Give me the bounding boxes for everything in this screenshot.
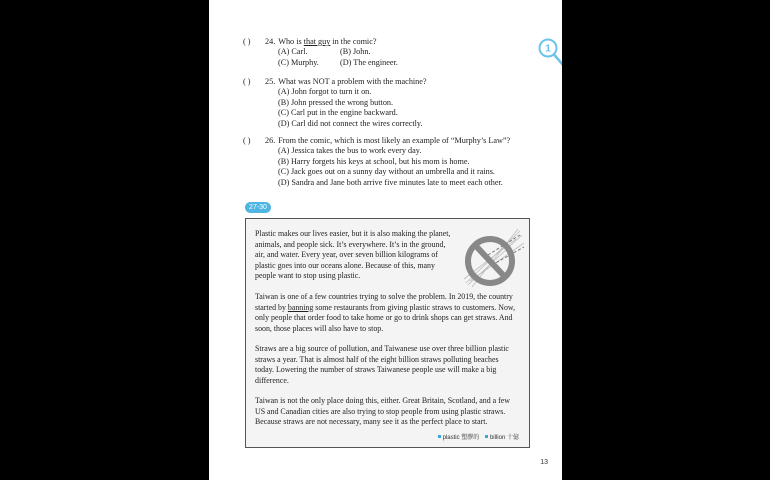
question-number: 24. [265,37,276,46]
option-a: (A) Carl. [278,47,308,57]
text-line: US and Canadian cities are also trying to stop people from using plastic straws. [255,406,506,416]
text-line: straws a year. That is almost half of the eight billion straws polluting beaches [255,354,499,364]
stem-text: Who is [278,37,304,46]
option-c: (C) Jack goes out on a sunny day without an umbrella and it rains. [278,167,495,177]
answer-blank[interactable]: ( ) [243,77,251,86]
paragraph-2 [255,292,515,334]
text-span: some restaurants from giving plastic straws to customers. Now, [313,302,516,312]
magnifier-label: 1 [545,43,551,55]
stem-text: in the comic? [330,37,377,46]
question-stem [243,136,510,146]
glossary-term: billion [489,435,506,441]
text-line: Taiwan is not the only place doing this, either. Great Britain, Scotland, and a few [255,396,510,405]
text-line: Plastic makes our lives easier, but it is also making the planet, [255,229,451,238]
text-line [255,303,515,314]
text-line: only people that order food to take home or go to drink shops can get straws. And [255,313,513,323]
question-stem [243,77,427,87]
zoom-magnifier-icon[interactable] [537,37,562,67]
options [278,47,420,68]
glossary [434,432,519,441]
paragraph-4 [255,396,510,428]
text-line: people want to stop using plastic. [255,271,361,281]
underlined-word: banning [287,302,314,312]
page-number: 13 [540,459,548,466]
paragraph-3 [255,344,509,386]
option-a: (A) John forgot to turn it on. [278,87,372,97]
question-number: 25. [265,77,276,86]
answer-blank[interactable]: ( ) [243,136,251,145]
option-d: (D) Sandra and Jane both arrive five minutes late to meet each other. [278,177,503,187]
option-b: (B) Harry forgets his keys at school, but his mom is home. [278,156,470,166]
text-span: started by [255,302,288,312]
bullet-icon [485,435,488,438]
no-plastic-straws-icon [458,225,528,291]
text-line: Taiwan is one of a few countries trying to solve the problem. In 2019, the country [255,292,513,301]
text-line: air, and water. Every year, over seven billion kilograms of [255,250,438,260]
glossary-meaning: 塑膠的 [461,435,480,441]
text-line: today. Lowering the number of straws Taiwanese people use will make a big [255,365,497,375]
glossary-term: plastic [442,435,460,441]
text-line: difference. [255,375,289,385]
text-line: Straws are a big source of pollution, and Taiwanese use over three billion plastic [255,344,509,353]
text-line: animals, and people sick. It’s everywhere. It’s in the ground, [255,239,446,249]
text-line: plastic goes into our oceans alone. Because of this, many [255,260,435,270]
options [278,146,510,188]
reading-passage-box [245,218,530,448]
option-b: (B) John. [340,47,371,57]
question-stem [243,37,420,47]
text-line: Because straws are not necessary, many see it as the perfect place to start. [255,417,488,427]
question-24 [243,37,420,68]
document-page [209,0,562,480]
stem-text: From the comic, which is most likely an example of “Murphy’s Law”? [278,136,511,145]
question-number: 26. [265,136,276,145]
question-25 [243,77,427,129]
option-d: (D) The engineer. [340,57,398,67]
option-b: (B) John pressed the wrong button. [278,97,394,107]
bullet-icon [438,435,441,438]
question-26 [243,136,510,188]
option-d: (D) Carl did not connect the wires correctly. [278,118,423,128]
stem-text: What was NOT a problem with the machine? [278,77,427,86]
answer-blank[interactable]: ( ) [243,37,251,46]
option-c: (C) Murphy. [278,57,319,67]
paragraph-1 [255,229,450,282]
text-line: soon, those places will also have to stop. [255,323,384,333]
section-badge: 27-30 [245,202,271,213]
stem-underlined-text: that guy [303,37,331,46]
option-a: (A) Jessica takes the bus to work every day. [278,146,422,156]
glossary-meaning: 十億 [506,435,519,441]
options [278,87,427,129]
option-c: (C) Carl put in the engine backward. [278,108,398,118]
